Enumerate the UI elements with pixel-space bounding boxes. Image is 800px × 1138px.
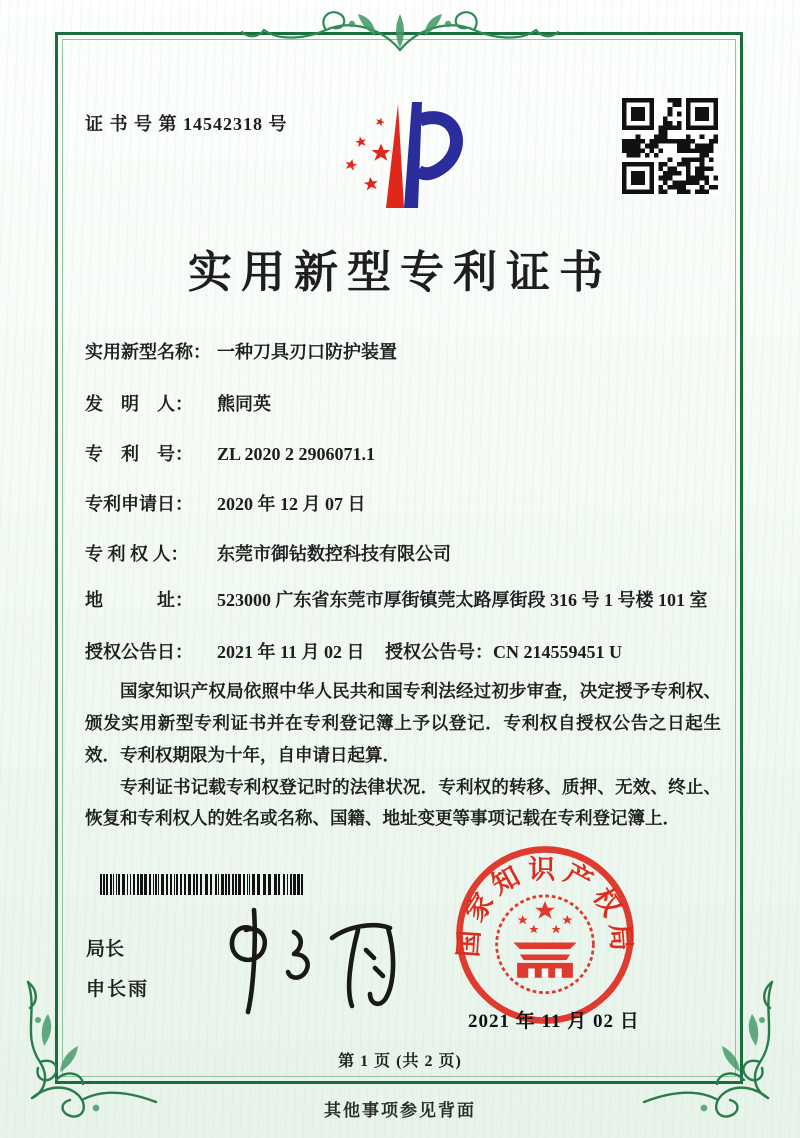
grant-date-stamp: 2021 年 11 月 02 日 bbox=[468, 1011, 640, 1032]
director-title: 局长 bbox=[86, 939, 125, 960]
border-ornament-top-icon bbox=[230, 6, 570, 58]
field-row-grant bbox=[85, 638, 719, 668]
field-value: CN 214559451 U bbox=[493, 642, 622, 662]
field-value: 2021 年 11 月 02 日 bbox=[217, 642, 365, 662]
barcode-icon bbox=[100, 874, 306, 895]
official-seal-icon bbox=[452, 842, 638, 1028]
back-note: 其他事项参见背面 bbox=[324, 1101, 476, 1120]
page-number: 第 1 页 (共 2 页) bbox=[338, 1053, 462, 1070]
field-label: 专 利 号： bbox=[85, 444, 193, 464]
field-label: 实用新型名称： bbox=[85, 342, 211, 362]
field-label: 发 明 人： bbox=[85, 394, 193, 414]
director-signature-icon bbox=[198, 898, 410, 1018]
certificate-title: 实用新型专利证书 bbox=[188, 248, 612, 297]
field-label: 专 利 权 人： bbox=[85, 544, 189, 564]
field-label: 授权公告号： bbox=[385, 642, 493, 662]
seal-text: 国家知识产权局 bbox=[453, 854, 637, 959]
legal-paragraph-1: 国家知识产权局依照中华人民共和国专利法经过初步审查，决定授予专利权、颁发实用新型专利证书并在专利登记簿上予以登记．专利权自授权公告之日起生效．专利权期限为十年，自申请日起算． bbox=[85, 681, 721, 765]
field-value: 东莞市御钻数控科技有限公司 bbox=[217, 544, 451, 564]
field-value: 熊同英 bbox=[217, 394, 271, 414]
field-pair-grant-no bbox=[385, 638, 622, 668]
field-value: 523000 广东省东莞市厚街镇莞太路厚街段 316 号 1 号楼 101 室 bbox=[217, 590, 708, 610]
field-row-address bbox=[85, 586, 719, 616]
legal-text bbox=[85, 676, 721, 835]
field-row-patent-no bbox=[85, 440, 719, 470]
field-row-inventor bbox=[85, 390, 719, 420]
field-value: 2020 年 12 月 07 日 bbox=[217, 494, 366, 514]
field-row-name bbox=[85, 338, 719, 368]
cnipa-logo-icon bbox=[336, 94, 468, 216]
field-row-patentee bbox=[85, 540, 719, 570]
field-value: ZL 2020 2 2906071.1 bbox=[217, 444, 376, 464]
field-value: 一种刀具刃口防护装置 bbox=[217, 342, 397, 362]
certificate-number: 证 书 号 第 14542318 号 bbox=[85, 114, 288, 134]
field-label: 授权公告日： bbox=[85, 642, 193, 662]
director-name: 申长雨 bbox=[86, 979, 150, 1000]
field-label: 地 址： bbox=[85, 590, 193, 610]
field-label: 专利申请日： bbox=[85, 494, 193, 514]
qr-code-icon bbox=[622, 98, 718, 194]
legal-paragraph-2: 专利证书记载专利权登记时的法律状况．专利权的转移、质押、无效、终止、恢复和专利权人的姓名或名称、国籍、地址变更等事项记载在专利登记簿上． bbox=[85, 776, 721, 829]
field-row-filing-date bbox=[85, 490, 719, 520]
